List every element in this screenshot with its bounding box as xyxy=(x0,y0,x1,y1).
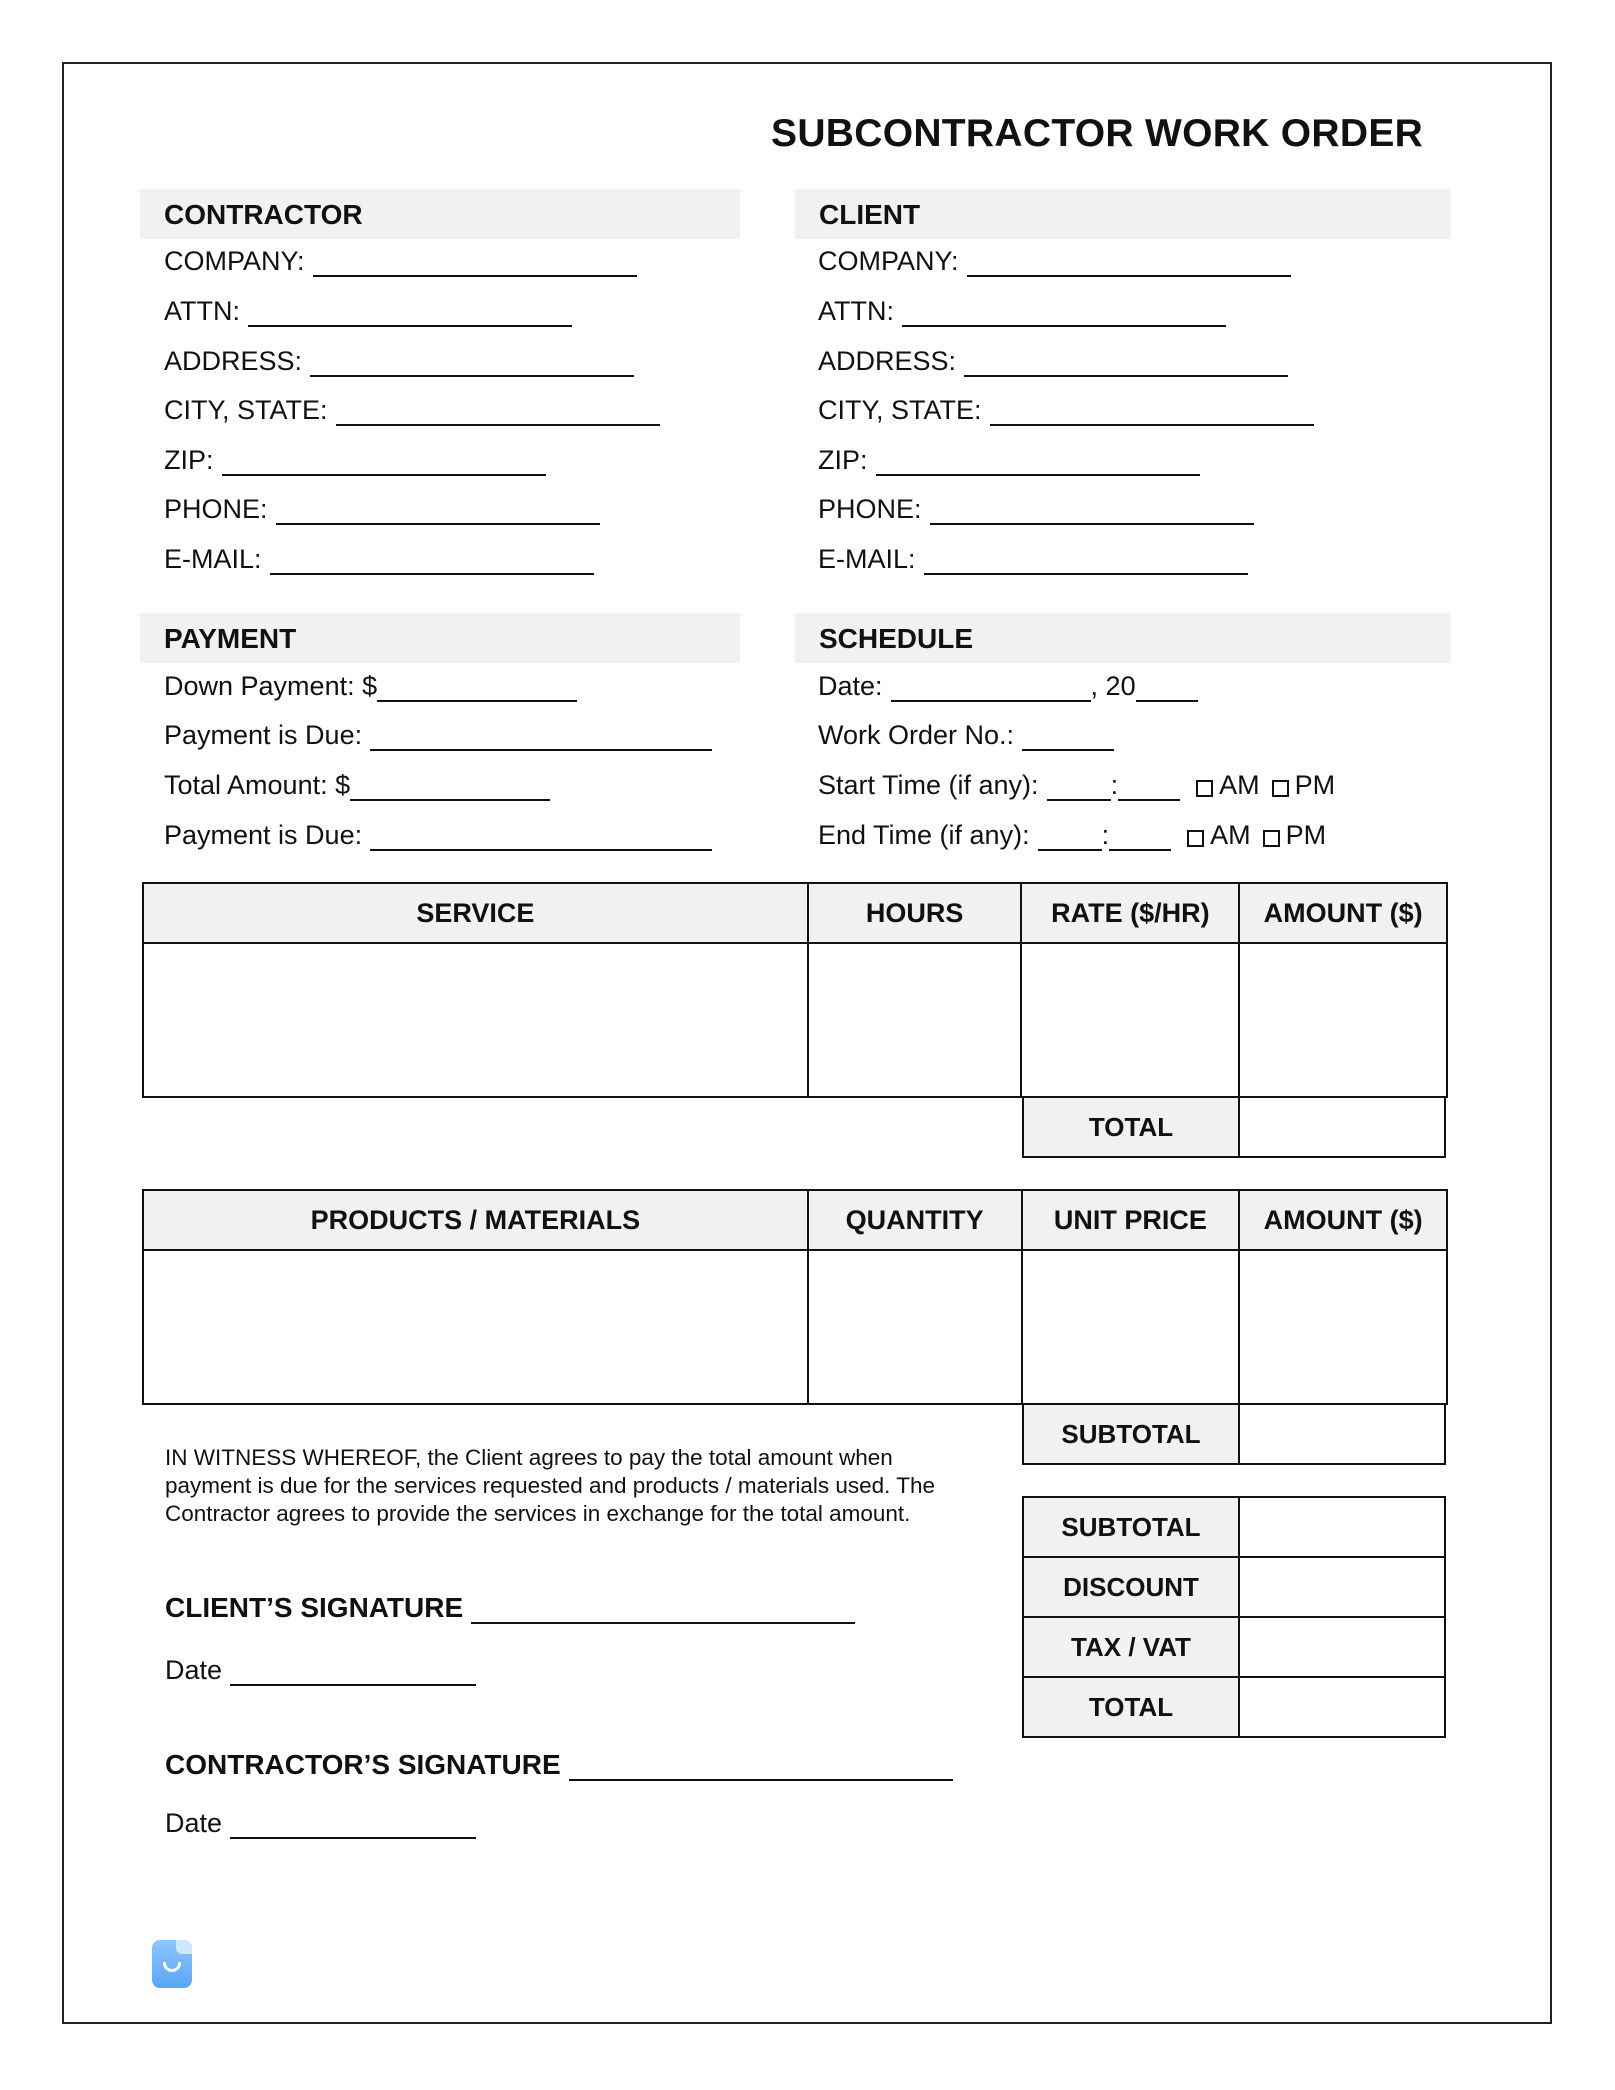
input-line[interactable] xyxy=(1022,725,1114,751)
client-phone-field[interactable] xyxy=(818,494,1254,525)
input-line[interactable] xyxy=(902,301,1226,327)
contractor-attn-field[interactable] xyxy=(164,296,572,327)
schedule-header-label: SCHEDULE xyxy=(819,623,974,654)
products-subtotal-label: SUBTOTAL xyxy=(1023,1404,1239,1464)
amount-cell[interactable] xyxy=(1239,943,1447,1097)
date-label: Date xyxy=(165,1808,223,1838)
field-label: COMPANY: xyxy=(818,246,959,276)
field-label: CITY, STATE: xyxy=(818,395,982,425)
payment-header xyxy=(140,613,740,663)
summary-tax-value[interactable] xyxy=(1239,1617,1445,1677)
field-label: End Time (if any): xyxy=(818,820,1030,850)
contractor-zip-field[interactable] xyxy=(164,445,546,476)
client-city-state-field[interactable] xyxy=(818,395,1314,426)
input-line[interactable] xyxy=(930,499,1254,525)
end-time-field[interactable] xyxy=(818,820,1326,851)
contractor-company-field[interactable] xyxy=(164,246,637,277)
summary-subtotal-value[interactable] xyxy=(1239,1497,1445,1557)
input-line[interactable] xyxy=(876,450,1200,476)
contractor-city-state-field[interactable] xyxy=(164,395,660,426)
products-table xyxy=(142,1189,1448,1405)
input-line[interactable] xyxy=(1118,775,1180,801)
am-checkbox[interactable] xyxy=(1196,780,1213,797)
amount-column-header: AMOUNT ($) xyxy=(1239,883,1447,943)
input-line[interactable] xyxy=(990,400,1314,426)
date-line[interactable] xyxy=(230,1660,476,1686)
field-label: CITY, STATE: xyxy=(164,395,328,425)
signature-line[interactable] xyxy=(471,1598,855,1624)
year-prefix: , 20 xyxy=(1090,671,1136,701)
input-line[interactable] xyxy=(891,676,1091,702)
quantity-cell[interactable] xyxy=(808,1250,1022,1404)
client-signature-field[interactable] xyxy=(165,1592,855,1624)
service-total-value[interactable] xyxy=(1239,1097,1445,1157)
rate-cell[interactable] xyxy=(1021,943,1239,1097)
summary-discount-value[interactable] xyxy=(1239,1557,1445,1617)
client-company-field[interactable] xyxy=(818,246,1291,277)
page-title: SUBCONTRACTOR WORK ORDER xyxy=(771,112,1424,155)
schedule-date-field[interactable] xyxy=(818,671,1198,702)
input-line[interactable] xyxy=(1136,676,1198,702)
colon: : xyxy=(1101,820,1110,850)
field-label: ZIP: xyxy=(164,445,214,475)
products-amount-column-header: AMOUNT ($) xyxy=(1239,1190,1447,1250)
service-column-header: SERVICE xyxy=(143,883,808,943)
am-label: AM xyxy=(1219,770,1260,800)
products-subtotal-table xyxy=(1022,1403,1446,1465)
field-label: Payment is Due: xyxy=(164,720,363,750)
logo-fold xyxy=(176,1940,192,1954)
input-line[interactable] xyxy=(370,725,712,751)
field-label: Start Time (if any): xyxy=(818,770,1039,800)
start-time-field[interactable] xyxy=(818,770,1335,801)
input-line[interactable] xyxy=(313,251,637,277)
am-label: AM xyxy=(1210,820,1251,850)
input-line[interactable] xyxy=(1047,775,1111,801)
witness-statement: IN WITNESS WHEREOF, the Client agrees to pay the total amount when payment is due for the services requested and products / materials used. The Contractor agrees to provide the services in exchange for the total amount. xyxy=(165,1445,935,1526)
summary-tax-label: TAX / VAT xyxy=(1023,1617,1239,1677)
rate-column-header: RATE ($/HR) xyxy=(1021,883,1239,943)
field-label: Work Order No.: xyxy=(818,720,1015,750)
product-cell[interactable] xyxy=(143,1250,808,1404)
products-subtotal-value[interactable] xyxy=(1239,1404,1445,1464)
summary-table xyxy=(1022,1496,1446,1738)
hours-column-header: HOURS xyxy=(808,883,1022,943)
input-line[interactable] xyxy=(377,676,577,702)
schedule-header xyxy=(795,613,1451,663)
input-line[interactable] xyxy=(336,400,660,426)
date-line[interactable] xyxy=(230,1813,476,1839)
date-label: Date xyxy=(165,1655,223,1685)
colon: : xyxy=(1110,770,1119,800)
client-signature-label: CLIENT’S SIGNATURE xyxy=(165,1592,464,1623)
input-line[interactable] xyxy=(222,450,546,476)
client-zip-field[interactable] xyxy=(818,445,1200,476)
signature-line[interactable] xyxy=(569,1755,953,1781)
input-line[interactable] xyxy=(964,351,1288,377)
field-label: PHONE: xyxy=(164,494,268,524)
field-label: COMPANY: xyxy=(164,246,305,276)
client-header-label: CLIENT xyxy=(819,199,921,230)
client-header xyxy=(795,189,1451,239)
products-amount-cell[interactable] xyxy=(1239,1250,1447,1404)
client-address-field[interactable] xyxy=(818,346,1288,377)
contractor-signature-label: CONTRACTOR’S SIGNATURE xyxy=(165,1749,561,1780)
input-line[interactable] xyxy=(350,775,550,801)
contractor-email-field[interactable] xyxy=(164,544,594,575)
input-line[interactable] xyxy=(270,549,594,575)
pm-checkbox[interactable] xyxy=(1272,780,1289,797)
client-date-field[interactable] xyxy=(165,1655,476,1686)
service-cell[interactable] xyxy=(143,943,808,1097)
input-line[interactable] xyxy=(924,549,1248,575)
field-label: PHONE: xyxy=(818,494,922,524)
payment-due-field-2[interactable] xyxy=(164,820,712,851)
am-checkbox[interactable] xyxy=(1187,830,1204,847)
service-total-table xyxy=(1022,1096,1446,1158)
summary-discount-label: DISCOUNT xyxy=(1023,1557,1239,1617)
contractor-signature-field[interactable] xyxy=(165,1749,953,1781)
input-line[interactable] xyxy=(967,251,1291,277)
summary-subtotal-label: SUBTOTAL xyxy=(1023,1497,1239,1557)
quantity-column-header: QUANTITY xyxy=(808,1190,1022,1250)
products-column-header: PRODUCTS / MATERIALS xyxy=(143,1190,808,1250)
contractor-address-field[interactable] xyxy=(164,346,634,377)
field-label: Date: xyxy=(818,671,883,701)
contractor-header-label: CONTRACTOR xyxy=(164,199,363,230)
total-amount-field[interactable] xyxy=(164,770,550,801)
field-label: ZIP: xyxy=(818,445,868,475)
summary-total-label: TOTAL xyxy=(1023,1677,1239,1737)
pm-label: PM xyxy=(1285,820,1327,850)
input-line[interactable] xyxy=(248,301,572,327)
client-email-field[interactable] xyxy=(818,544,1248,575)
field-label: ADDRESS: xyxy=(818,346,957,376)
input-line[interactable] xyxy=(370,825,712,851)
unit-price-cell[interactable] xyxy=(1022,1250,1240,1404)
unit-price-column-header: UNIT PRICE xyxy=(1022,1190,1240,1250)
payment-due-field-1[interactable] xyxy=(164,720,712,751)
field-label: Total Amount: $ xyxy=(164,770,351,800)
down-payment-field[interactable] xyxy=(164,671,577,702)
payment-header-label: PAYMENT xyxy=(164,623,297,654)
field-label: ATTN: xyxy=(164,296,240,326)
field-label: Payment is Due: xyxy=(164,820,363,850)
input-line[interactable] xyxy=(310,351,634,377)
contractor-header xyxy=(140,189,740,239)
client-attn-field[interactable] xyxy=(818,296,1226,327)
input-line[interactable] xyxy=(1109,825,1171,851)
field-label: Down Payment: $ xyxy=(164,671,378,701)
field-label: ADDRESS: xyxy=(164,346,303,376)
service-total-label: TOTAL xyxy=(1023,1097,1239,1157)
service-table xyxy=(142,882,1448,1098)
pm-checkbox[interactable] xyxy=(1263,830,1280,847)
pm-label: PM xyxy=(1294,770,1336,800)
field-label: ATTN: xyxy=(818,296,894,326)
field-label: E-MAIL: xyxy=(164,544,262,574)
work-order-no-field[interactable] xyxy=(818,720,1114,751)
hours-cell[interactable] xyxy=(808,943,1022,1097)
input-line[interactable] xyxy=(1038,825,1102,851)
summary-total-value[interactable] xyxy=(1239,1677,1445,1737)
input-line[interactable] xyxy=(276,499,600,525)
field-label: E-MAIL: xyxy=(818,544,916,574)
contractor-date-field[interactable] xyxy=(165,1808,476,1839)
contractor-phone-field[interactable] xyxy=(164,494,600,525)
